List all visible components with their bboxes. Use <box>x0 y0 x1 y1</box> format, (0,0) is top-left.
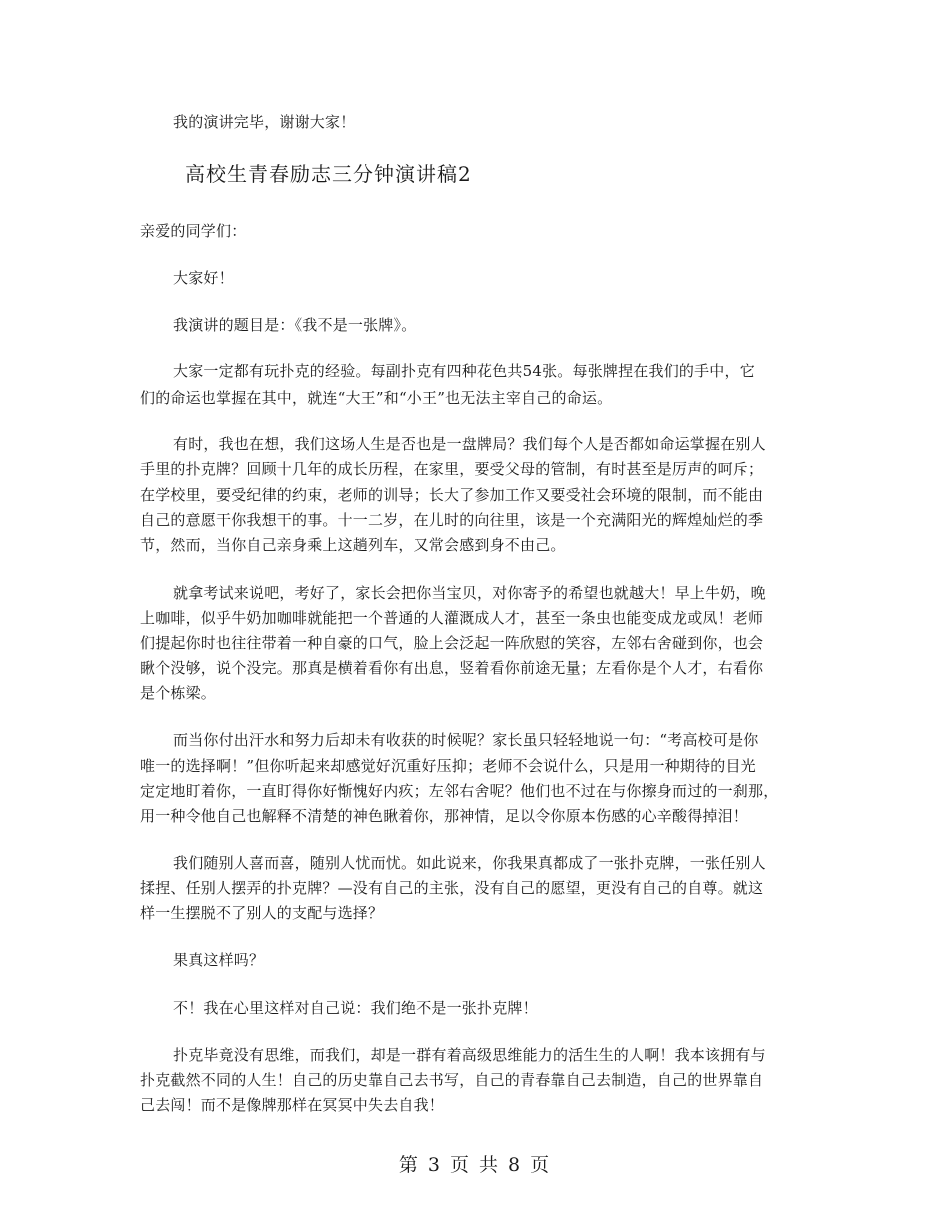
paragraph-line: 我们随别人喜而喜，随别人忧而忧。如此说来，你我果真都成了一张扑克牌，一张任别人 <box>173 854 766 872</box>
paragraph-line: 节，然而，当你自己亲身乘上这趟列车，又常会感到身不由己。 <box>140 536 566 554</box>
page-number-footer: 第 3 页 共 8 页 <box>398 1154 552 1176</box>
paragraph-line: 揉捏、任别人摆弄的扑克牌？—没有自己的主张，没有自己的愿望，更没有自己的自尊。就这 <box>140 879 764 897</box>
greeting: 大家好！ <box>173 269 234 287</box>
paragraph-line: 大家一定都有玩扑克的经验。每副扑克有四种花色共54张。每张牌捏在我们的手中，它 <box>173 362 755 380</box>
paragraph-line: 在学校里，要受纪律的约束，老师的训导；长大了参加工作又要受社会环境的限制，而不能由 <box>140 486 764 504</box>
paragraph-line: 是个栋梁。 <box>140 684 217 702</box>
paragraph-line: 用一种令他自己也解释不清楚的神色瞅着你，那神情，足以令你原本伤感的心辛酸得掉泪！ <box>140 807 749 825</box>
paragraph-line: 就拿考试来说吧，考好了，家长会把你当宝贝，对你寄予的希望也就越大！早上牛奶，晚 <box>173 584 766 602</box>
salutation: 亲爱的同学们： <box>140 222 247 240</box>
paragraph-line: 不！我在心里这样对自己说：我们绝不是一张扑克牌！ <box>173 999 538 1017</box>
paragraph-line: 果真这样吗？ <box>173 951 265 969</box>
paragraph-line: 扑克毕竟没有思维，而我们，却是一群有着高级思维能力的活生生的人啊！我本该拥有与 <box>173 1046 766 1064</box>
paragraph-line: 上咖啡，似乎牛奶加咖啡就能把一个普通的人灌溉成人才，甚至一条虫也能变成龙或凤！老师 <box>140 609 764 627</box>
paragraph-line: 己去闯！而不是像牌那样在冥冥中失去自我！ <box>140 1096 445 1114</box>
paragraph-line: 们的命运也掌握在其中，就连“大王”和“小王”也无法主宰自己的命运。 <box>140 389 613 407</box>
paragraph-line: 自己的意愿干你我想干的事。十一二岁，在儿时的向往里，该是一个充满阳光的辉煌灿烂的季 <box>140 511 764 529</box>
paragraph-line: 手里的扑克牌？回顾十几年的成长历程，在家里，要受父母的管制，有时甚至是厉声的呵斥； <box>140 460 764 478</box>
paragraph-line: 们提起你时也往往带着一种自豪的口气，脸上会泛起一阵欣慰的笑容，左邻右舍碰到你，也会 <box>140 634 764 652</box>
paragraph-line: 而当你付出汗水和努力后却未有收获的时候呢？家长虽只轻轻地说一句：“考高校可是你 <box>173 731 759 749</box>
paragraph-line: 瞅个没够，说个没完。那真是横着看你有出息，竖着看你前途无量；左看你是个人才，右看你 <box>140 659 764 677</box>
speech-topic: 我演讲的题目是：《我不是一张牌》。 <box>173 316 417 334</box>
speech-title: 高校生青春励志三分钟演讲稿2 <box>185 162 472 186</box>
paragraph-line: 定定地盯着你，一直盯得你好惭愧好内疚；左邻右舍呢？他们也不过在与你擦身而过的一刹那， <box>140 782 779 800</box>
paragraph-line: 唯一的选择啊！”但你听起来却感觉好沉重好压抑；老师不会说什么，只是用一种期待的目光 <box>140 757 756 775</box>
closing-line: 我的演讲完毕，谢谢大家！ <box>173 113 356 131</box>
paragraph-line: 扑克截然不同的人生！自己的历史靠自己去书写，自己的青春靠自己去制造，自己的世界靠自 <box>140 1071 764 1089</box>
paragraph-line: 有时，我也在想，我们这场人生是否也是一盘牌局？我们每个人是否都如命运掌握在别人 <box>173 435 766 453</box>
paragraph-line: 样一生摆脱不了别人的支配与选择？ <box>140 904 384 922</box>
